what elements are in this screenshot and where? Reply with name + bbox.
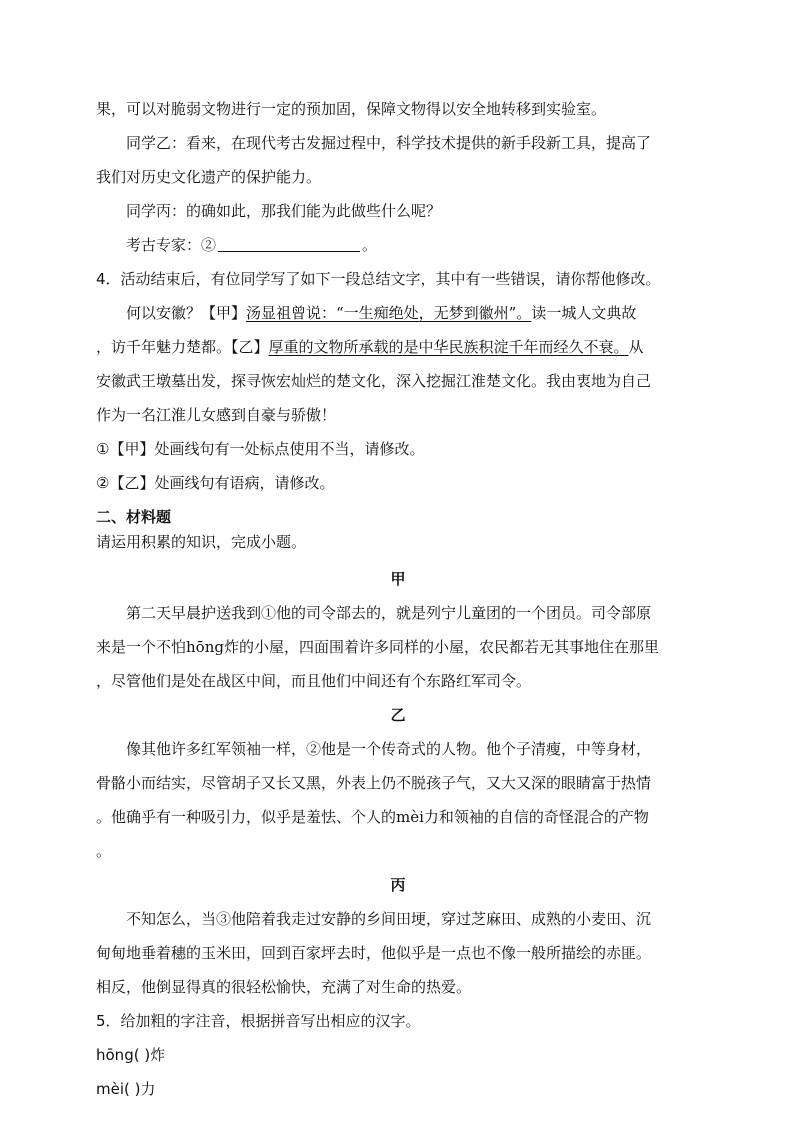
section-2-instruction: 请运用积累的知识，完成小题。 [96,533,307,551]
passage-jia-line-3: ，尽管他们是处在战区中间，而且他们中间还有个东路红军司令。 [96,672,532,690]
passage-bing-label: 丙 [390,876,406,894]
q4-p2-pre: ，访千年魅力楚都。【乙】 [96,338,269,356]
intro-line-3: 我们对历史文化遗产的保护能力。 [96,168,322,186]
answer-blank-2[interactable] [218,231,360,252]
q4-paragraph-line-4: 作为一名江淮儿女感到自豪与骄傲！ [96,406,337,424]
passage-bing-line-2: 甸甸地垂着穗的玉米田，回到百家坪去时，他似乎是一点也不像一般所描绘的赤匪。 [96,944,652,962]
question-4-title: 4．活动结束后，有位同学写了如下一段总结文字，其中有一些错误，请你帮他修改。 [96,270,661,288]
expert-suffix: 。 [362,236,378,254]
passage-bing-line-3: 相反，他倒显得真的很轻松愉快，充满了对生命的热爱。 [96,978,472,996]
passage-yi-line-3: 。他确乎有一种吸引力，似乎是羞怯、个人的mèi力和领袖的自信的奇怪混合的产物 [96,808,649,826]
q5-answer-hong[interactable]: hōng( )炸 [96,1046,166,1064]
q4-paragraph-line-1 [96,296,700,330]
section-2-title: 二、材料题 [96,508,172,526]
document-page [96,92,700,1106]
intro-line-2: 同学乙：看来，在现代考古发掘过程中，科学技术提供的新手段新工具，提高了 [126,134,652,152]
yi-underlined-sentence: 厚重的文物所承载的是中华民族积淀千年而经久不衰。 [268,338,629,356]
jia-underlined-sentence: 汤显祖曾说：“一生痴绝处，无梦到徽州”。 [246,304,532,322]
q5-answer-mei[interactable]: mèi( )力 [96,1080,156,1098]
passage-jia-label: 甲 [390,570,406,588]
question-5-title: 5．给加粗的字注音，根据拼音写出相应的汉字。 [96,1012,421,1030]
q4-paragraph-line-2 [96,330,700,364]
passage-jia-line-2: 来是一个不怕hōng炸的小屋，四面围着许多同样的小屋，农民都若无其事地住在那里 [96,638,659,656]
q4-paragraph-line-3: 安徽武王墩墓出发，探寻恢宏灿烂的楚文化，深入挖掘江淮楚文化。我由衷地为自己 [96,372,652,390]
passage-yi-line-2: 骨骼小而结实，尽管胡子又长又黑，外表上仍不脱孩子气，又大又深的眼睛富于热情 [96,774,652,792]
expert-prefix: 考古专家：② [126,236,217,254]
q4-p1-post: 读一城人文典故 [531,304,637,322]
q4-subquestion-1: ①【甲】处画线句有一处标点使用不当，请修改。 [96,440,425,458]
passage-yi-label: 乙 [390,706,406,724]
passage-jia-line-1: 第二天早晨护送我到①他的司令部去的，就是列宁儿童团的一个团员。司令部原 [126,604,652,622]
q4-p1-pre: 何以安徽？【甲】 [126,304,247,322]
intro-line-1: 果，可以对脆弱文物进行一定的预加固，保障文物得以安全地转移到实验室。 [96,100,607,118]
intro-line-5 [96,228,700,262]
passage-yi-line-1: 像其他许多红军领袖一样，②他是一个传奇式的人物。他个子清瘦，中等身材， [126,740,652,758]
passage-yi-line-4: 。 [96,842,112,860]
intro-line-4: 同学丙：的确如此，那我们能为此做些什么呢？ [126,202,442,220]
q4-p2-post: 从 [628,338,644,356]
passage-bing-line-1: 不知怎么，当③他陪着我走过安静的乡间田埂，穿过芝麻田、成熟的小麦田、沉 [126,910,652,928]
q4-subquestion-2: ②【乙】处画线句有语病，请修改。 [96,474,335,492]
